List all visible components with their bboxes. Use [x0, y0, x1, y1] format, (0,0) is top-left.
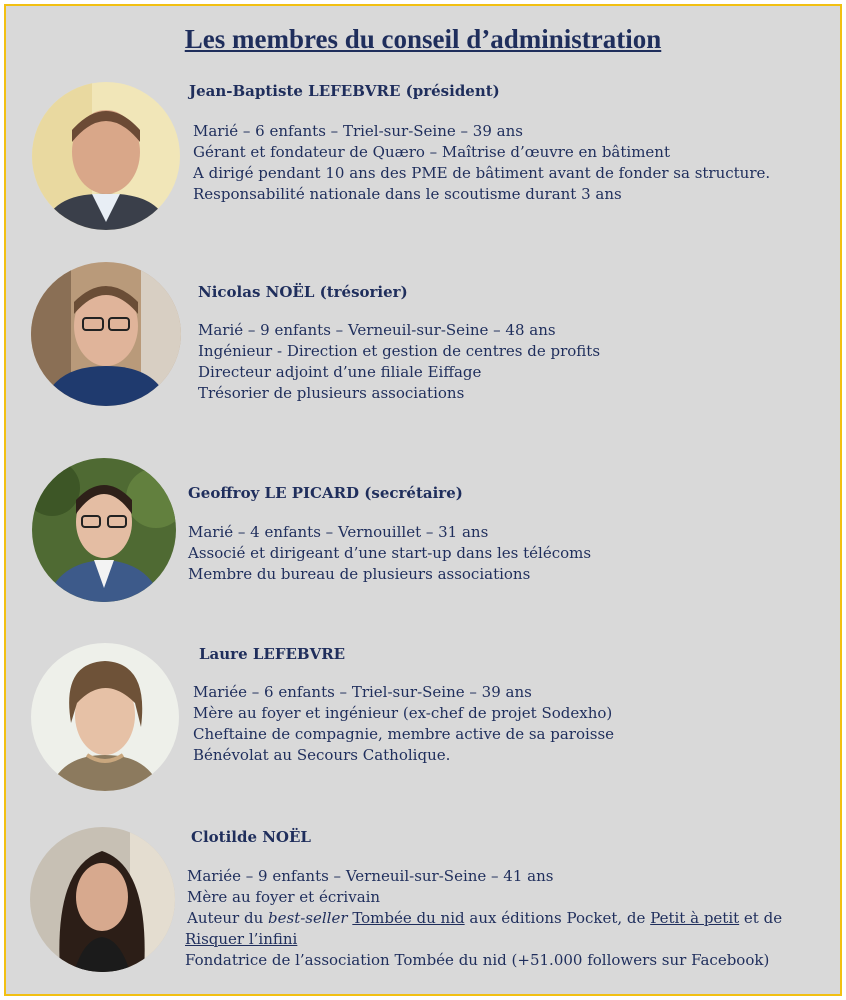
- member-detail-line: Mère au foyer et écrivain: [187, 888, 381, 906]
- book-link-risquer-l-infini[interactable]: Risquer l’infini: [185, 930, 298, 948]
- page-title: Les membres du conseil d’administration: [184, 24, 662, 54]
- member-details-1: [193, 121, 770, 205]
- member-details-3: [188, 522, 591, 585]
- member-detail-line: Fondatrice de l’association Tombée du nid (+51.000 followers sur Facebook): [185, 951, 770, 969]
- book-link-tombee-du-nid[interactable]: Tombée du nid: [352, 909, 465, 927]
- member-detail-line: Marié – 4 enfants – Vernouillet – 31 ans: [188, 523, 489, 541]
- best-seller-text: best-seller: [268, 909, 348, 927]
- book-line: [185, 929, 782, 950]
- member-detail-line: Associé et dirigeant d’une start-up dans les télécoms: [188, 544, 592, 562]
- member-photo-4: [31, 643, 179, 791]
- author-mid: aux éditions Pocket, de: [464, 909, 651, 927]
- member-detail-line: Bénévolat au Secours Catholique.: [193, 746, 451, 764]
- member-detail-line: A dirigé pendant 10 ans des PME de bâtiment avant de fonder sa structure.: [193, 164, 771, 182]
- member-detail-line: Gérant et fondateur de Quæro – Maîtrise d’œuvre en bâtiment: [193, 143, 670, 161]
- member-name-5: Clotilde NOËL: [191, 828, 311, 846]
- member-photo-3: [32, 458, 176, 602]
- member-detail-line: Membre du bureau de plusieurs associations: [188, 565, 531, 583]
- member-detail-line: Marié – 6 enfants – Triel-sur-Seine – 39 ans: [193, 122, 523, 140]
- member-detail-line: Mariée – 9 enfants – Verneuil-sur-Seine – 41 ans: [187, 867, 554, 885]
- author-line: [185, 908, 782, 929]
- member-photo-2: [31, 262, 181, 406]
- author-prefix: Auteur du: [187, 909, 269, 927]
- member-details-5: [185, 866, 782, 971]
- member-detail-line: Marié – 9 enfants – Verneuil-sur-Seine – 48 ans: [198, 321, 556, 339]
- member-photo-1: [32, 82, 180, 230]
- member-detail-line: Responsabilité nationale dans le scoutisme durant 3 ans: [193, 185, 622, 203]
- member-detail-line: Trésorier de plusieurs associations: [198, 384, 465, 402]
- author-and: et de: [739, 909, 783, 927]
- member-detail-line: Ingénieur - Direction et gestion de centres de profits: [198, 342, 601, 360]
- member-name-1: Jean-Baptiste LEFEBVRE (président): [189, 82, 500, 100]
- member-detail-line: Cheftaine de compagnie, membre active de sa paroisse: [193, 725, 615, 743]
- member-details-2: [198, 320, 600, 404]
- member-details-4: [193, 682, 614, 766]
- book-link-petit-a-petit[interactable]: Petit à petit: [650, 909, 740, 927]
- member-detail-line: Mère au foyer et ingénieur (ex-chef de projet Sodexho): [193, 704, 613, 722]
- member-photo-5: [30, 827, 175, 972]
- member-name-3: Geoffroy LE PICARD (secrétaire): [188, 484, 463, 502]
- member-detail-line: Mariée – 6 enfants – Triel-sur-Seine – 39 ans: [193, 683, 532, 701]
- member-name-4: Laure LEFEBVRE: [199, 645, 346, 663]
- member-name-2: Nicolas NOËL (trésorier): [198, 283, 408, 301]
- member-detail-line: Directeur adjoint d’une filiale Eiffage: [198, 363, 482, 381]
